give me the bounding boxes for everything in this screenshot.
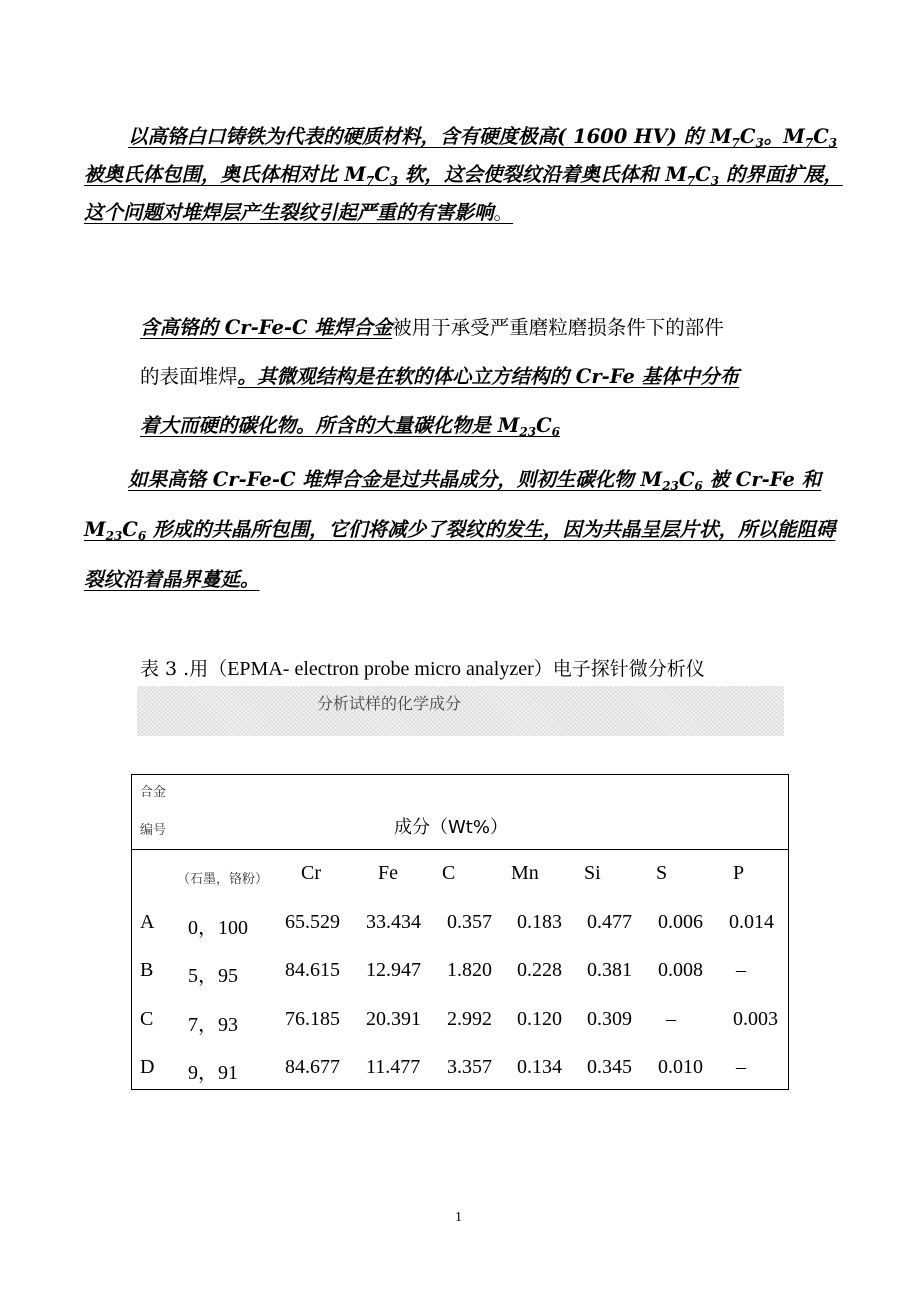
cell: 84.677 <box>285 1056 340 1078</box>
caption-hatched-box <box>137 686 784 736</box>
cell: – <box>666 1008 676 1030</box>
header-divider <box>132 849 788 850</box>
paragraph-1: 以高铬白口铸铁为代表的硬质材料，含有硬度极高( 1600 HV) 的 $M_7C_3$。$M_7C_3$被奥氏体包围，奥氏体相对比 $M_7C_3$ 软，这会使裂纹沿着奥氏体和 $M_7C_3$ 的界面扩展，这个问题对堆焊层产生裂纹引起严重的有害影响。 <box>84 125 843 224</box>
cell: 11.477 <box>366 1056 421 1078</box>
mix-label: （石墨，铬粉） <box>177 872 269 887</box>
cell: 76.185 <box>285 1008 340 1030</box>
col-header-cr: Cr <box>301 862 321 884</box>
col-header-fe: Fe <box>378 862 398 884</box>
row-mix: 5，95 <box>188 965 238 987</box>
cell: 3.357 <box>447 1056 492 1078</box>
col-header-mn: Mn <box>511 862 539 884</box>
row-mix: 0，100 <box>188 917 248 939</box>
cell: 0.134 <box>517 1056 562 1078</box>
cell: 0.014 <box>729 911 774 933</box>
cell: 12.947 <box>366 959 421 981</box>
cell: 2.992 <box>447 1008 492 1030</box>
cell: 0.477 <box>587 911 632 933</box>
alloy-label-line-2: 编号 <box>140 823 167 838</box>
paragraph-2-line-3: 着大而硬的碳化物。所含的大量碳化物是 $M_{23}C_6$ <box>140 414 560 439</box>
cell: – <box>736 1056 746 1078</box>
alloy-label-line-1: 合金 <box>140 785 167 800</box>
cell: 0.345 <box>587 1056 632 1078</box>
row-id: D <box>140 1056 155 1078</box>
col-header-p: P <box>733 862 745 884</box>
cell: 65.529 <box>285 911 340 933</box>
table-caption: 表 3 .用（EPMA- electron probe micro analyzer）电子探针微分析仪 <box>140 658 705 680</box>
paragraph-2-line-2: 的表面堆焊。其微观结构是在软的体心立方结构的 Cr-Fe 基体中分布 <box>140 365 740 388</box>
paragraph-3: 如果高铬 Cr-Fe-C 堆焊合金是过共晶成分，则初生碳化物 $M_{23}C_6$ 被 Cr-Fe 和$M_{23}C_6$ 形成的共晶所包围，它们将减少了裂纹的发生，因为共晶呈层片状，所以能阻碍裂纹沿着晶界蔓延。 <box>84 468 836 591</box>
paragraph-2-line-1: 含高铬的 Cr-Fe-C 堆焊合金被用于承受严重磨粒磨损条件下的部件 <box>140 316 724 339</box>
page-number: 1 <box>455 1210 462 1225</box>
row-id: B <box>140 959 154 981</box>
cell: 0.309 <box>587 1008 632 1030</box>
cell: 0.008 <box>658 959 703 981</box>
table-caption-line-2: 分析试样的化学成分 <box>317 694 462 713</box>
cell: 0.228 <box>517 959 562 981</box>
cell: – <box>736 959 746 981</box>
row-mix: 9，91 <box>188 1062 238 1084</box>
row-id: C <box>140 1008 154 1030</box>
cell: 0.120 <box>517 1008 562 1030</box>
composition-header: 成分（Wt%） <box>394 817 508 838</box>
cell: 0.003 <box>733 1008 778 1030</box>
cell: 0.183 <box>517 911 562 933</box>
cell: 0.006 <box>658 911 703 933</box>
composition-table <box>131 774 789 1090</box>
cell: 84.615 <box>285 959 340 981</box>
row-id: A <box>140 911 155 933</box>
cell: 0.381 <box>587 959 632 981</box>
cell: 33.434 <box>366 911 421 933</box>
row-mix: 7，93 <box>188 1014 238 1036</box>
cell: 0.357 <box>447 911 492 933</box>
col-header-c: C <box>442 862 456 884</box>
col-header-s: S <box>656 862 668 884</box>
cell: 0.010 <box>658 1056 703 1078</box>
cell: 1.820 <box>447 959 492 981</box>
cell: 20.391 <box>366 1008 421 1030</box>
col-header-si: Si <box>584 862 601 884</box>
